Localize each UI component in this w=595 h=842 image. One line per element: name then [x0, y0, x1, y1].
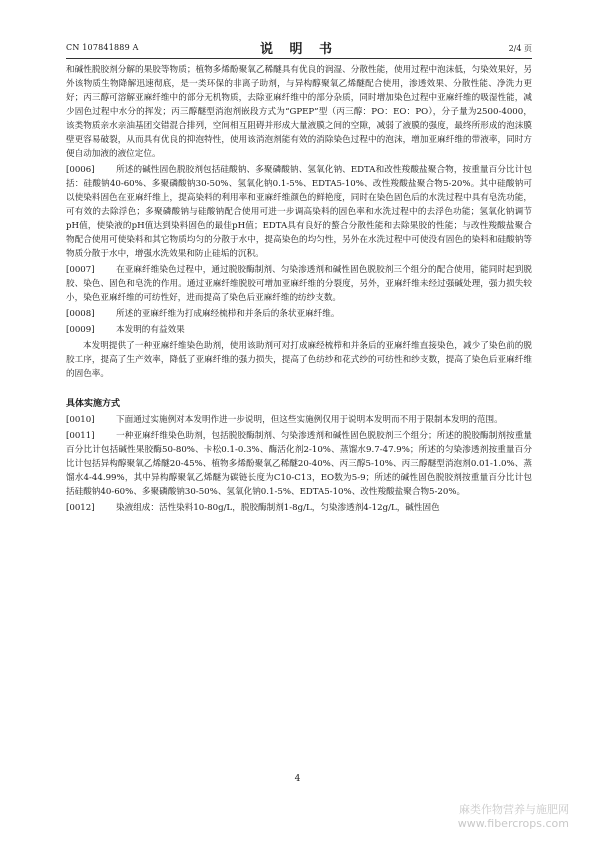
- paragraph-0007: [66, 263, 532, 305]
- paragraph-0008: [66, 307, 532, 321]
- section-heading: 具体实施方式: [66, 399, 121, 409]
- paragraph-number: [0012]: [66, 503, 95, 513]
- paragraph-text: 染液组成：活性染料10-80g/L，脱胶酶制剂1-8g/L，匀染渗透剂4-12g/L，碱性固色: [116, 503, 440, 513]
- subsection-heading: 本发明的有益效果: [116, 325, 185, 335]
- document-title: 说 明 书: [259, 42, 339, 57]
- paragraph-number: [0009]: [66, 325, 95, 335]
- paragraph-number: [0010]: [66, 415, 95, 425]
- paragraph-0009: [66, 323, 532, 337]
- patent-number: CN 107841889 A: [66, 43, 139, 52]
- watermark-line: 麻类作物营养与施肥网: [459, 803, 569, 816]
- paragraph-text: 所述的碱性固色脱胶剂包括硅酸钠、多聚磷酸钠、氢氧化钠、EDTA和改性羧酸盐聚合物，按重量百分比计包括：硅酸钠40-60%、多聚磷酸钠30-50%、氢氧化钠0.1-5%、EDTA5-10%、改性羧酸盐聚合物5-20%。其中硅酸钠可以使染料固色在亚麻纤维上，提高染料的利用率和亚麻纤维颜色的鲜艳度，同时在染色固色后的水洗过程中具有皂洗功能，可有效的去除浮色；多聚磷酸钠与硅酸钠配合使用可进一步调高染料的固色率和水洗过程中的去浮色功能；氢氧化钠调节pH值，使染液的pH值达到染料固色的最佳pH值；EDTA具有良好的螯合分散性能和去除果胶的性能；与改性羧酸盐聚合物配合使用可使染料和其它物质均匀的分散于水中，提高染色的均匀性，另外在水洗过程中可使没有固色的染料和硅酸钠等物质分散于水中，增强水洗效果和防止硅垢的沉积。: [66, 165, 532, 259]
- paragraph-benefit: 本发明提供了一种亚麻纤维染色助剂，使用该助剂可对打成麻经梳栉和并条后的亚麻纤维直接染色，减少了染色前的脱胶工序，提高了生产效率，降低了亚麻纤维的强力损失，提高了色纺纱和花式纱的可纺性和纱支数，提高了染色后亚麻纤维的固色率。: [66, 341, 532, 379]
- watermark: [458, 803, 569, 831]
- paragraph-number: [0006]: [66, 165, 95, 175]
- document-body: [66, 63, 532, 517]
- paragraph-0011: [66, 429, 532, 499]
- page-number: 4: [294, 774, 301, 784]
- paragraph-intro: 和碱性脱胶剂分解的果胶等物质；植物多烯酚聚氧乙稀醚具有优良的润湿、分散性能，使用过程中泡沫低，匀染效果好，另外该物质生物降解迅速彻底，是一类环保的非离子助剂，与异构醇聚氧乙烯醚配合使用，渗透效果、分散性能、净洗力更好；丙三醇可溶解亚麻纤维中的部分无机物质，去除亚麻纤维中的部分杂质，同时增加染色过程中亚麻纤维的吸湿性能，减少固色过程中水分的挥发；丙三醇醚型消泡剂嵌段方式为“GPEP”型（丙三醇：PO：EO：PO），分子量为2500-4000，该类物质亲水亲油基团交错混合排列，空间相互阻碍并形成大量液膜之间的空隙，减弱了液膜的强度，最终所形成的泡沫膜壁更容易破裂，从而具有优良的抑泡特性，使用该消泡剂能有效的消除染色过程中的泡沫，增加亚麻纤维的带液率，同时方便自动加液的液位定位。: [66, 65, 532, 159]
- watermark-url: www.fibercrops.com: [457, 817, 569, 830]
- paragraph-number: [0007]: [66, 265, 95, 275]
- paragraph-text: 下面通过实施例对本发明作进一步说明，但这些实施例仅用于说明本发明而不用于限制本发明的范围。: [116, 415, 503, 425]
- paragraph-number: [0008]: [66, 309, 95, 319]
- page-indicator: 2/4 页: [508, 44, 532, 53]
- paragraph-text: 在亚麻纤维染色过程中，通过脱胶酶制剂、匀染渗透剂和碱性固色脱胶剂三个组分的配合使用，能同时起到脱胶、染色、固色和皂洗的作用。通过亚麻纤维脱胶可增加亚麻纤维的分裂度，另外，亚麻纤维未经过强碱处理，强力损失较小，染色亚麻纤维的可纺性好，进而提高了染色后亚麻纤维的纺纱支数。: [66, 265, 532, 303]
- page-header: [66, 38, 532, 56]
- paragraph-text: 一种亚麻纤维染色助剂，包括脱胶酶制剂、匀染渗透剂和碱性固色脱胶剂三个组分；所述的脱胶酶制剂按重量百分比计包括碱性果胶酶50-80%、卡松0.1-0.3%、酶活化剂2-10%、蒸馏水9.7-47.9%；所述的匀染渗透剂按重量百分比计包括异构醇聚氧乙烯醚20-45%、植物多烯酚聚氧乙稀醚20-40%、丙三醇5-10%、丙三醇醚型消泡剂0.01-1.0%、蒸馏水4-44.99%，其中异构醇聚氧乙烯醚为碳链长度为C10-C13，EO数为5-9；所述的碱性固色脱胶剂按重量百分比计包括硅酸钠40-60%、多聚磷酸钠30-50%、氢氧化钠0.1-5%、EDTA5-10%、改性羧酸盐聚合物5-20%。: [66, 431, 532, 497]
- paragraph-0012: [66, 501, 532, 515]
- paragraph-0006: [66, 163, 532, 261]
- header-divider: [66, 58, 532, 59]
- paragraph-text: 所述的亚麻纤维为打成麻经梳栉和并条后的条状亚麻纤维。: [116, 309, 340, 319]
- paragraph-0010: [66, 413, 532, 427]
- paragraph-number: [0011]: [66, 431, 95, 441]
